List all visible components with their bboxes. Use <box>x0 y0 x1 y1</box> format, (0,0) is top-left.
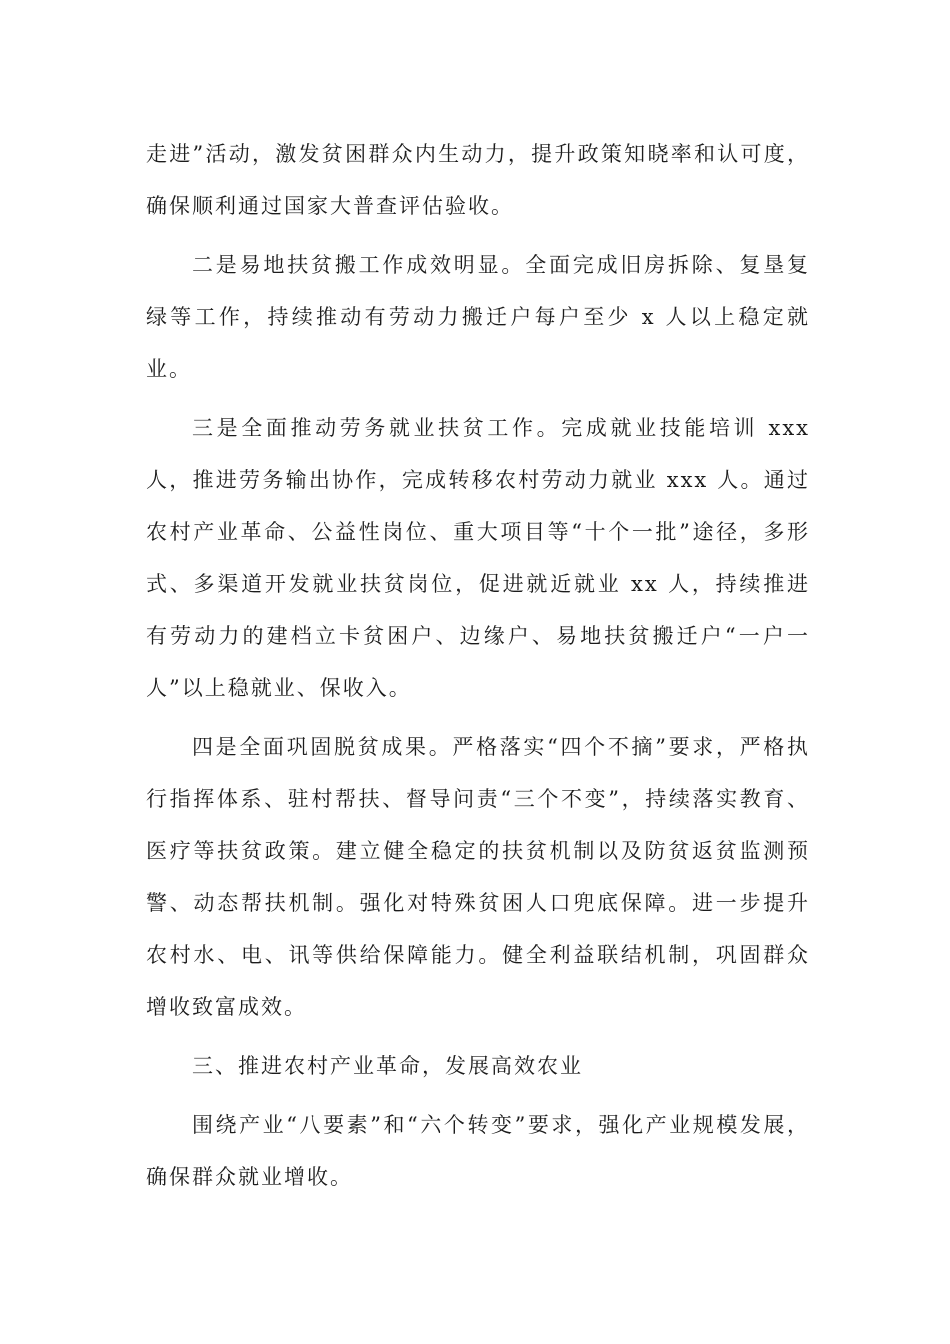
paragraph-relocation: 二是易地扶贫搬工作成效明显。全面完成旧房拆除、复垦复绿等工作，持续推动有劳动力搬迁户每户至少 x 人以上稳定就业。 <box>146 253 810 381</box>
paragraph-consolidation: 四是全面巩固脱贫成果。严格落实“四个不摘”要求，严格执行指挥体系、驻村帮扶、督导问责“三个不变”，持续落实教育、医疗等扶贫政策。建立健全稳定的扶贫机制以及防贫返贫监测预警、动态帮扶机制。强化对特殊贫困人口兜底保障。进一步提升农村水、电、讯等供给保障能力。健全利益联结机制，巩固群众增收致富成效。 <box>146 735 810 1019</box>
document-body <box>146 128 810 1210</box>
paragraph-industry: 围绕产业“八要素”和“六个转变”要求，强化产业规模发展，确保群众就业增收。 <box>146 1113 810 1189</box>
paragraph-employment: 三是全面推动劳务就业扶贫工作。完成就业技能培训 xxx 人，推进劳务输出协作，完成转移农村劳动力就业 xxx 人。通过农村产业革命、公益性岗位、重大项目等“十个一批”途径，多形式、多渠道开发就业扶贫岗位，促进就近就业 xx 人，持续推进有劳动力的建档立卡贫困户、边缘户、易地扶贫搬迁户“一户一人”以上稳就业、保收入。 <box>146 416 810 700</box>
section-heading: 三、推进农村产业革命，发展高效农业 <box>192 1054 583 1078</box>
paragraph-continuation: 走进”活动，激发贫困群众内生动力，提升政策知晓率和认可度，确保顺利通过国家大普查评估验收。 <box>146 142 810 218</box>
